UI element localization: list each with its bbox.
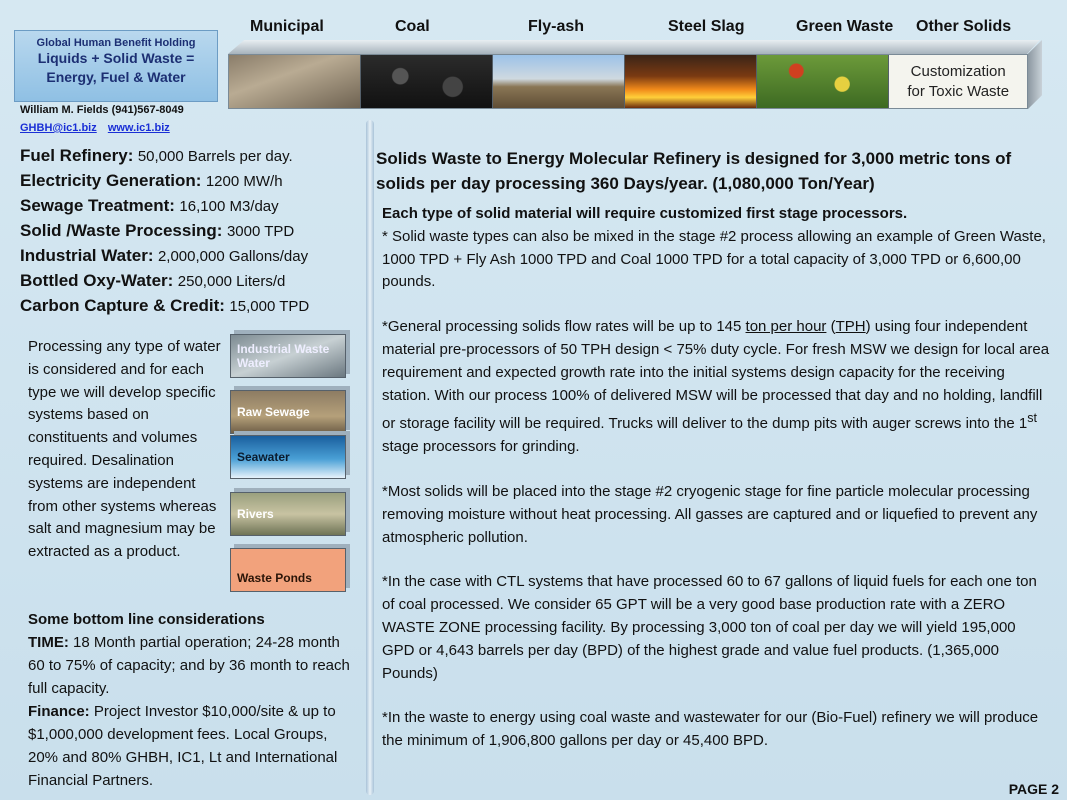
category-fly-ash: Fly-ash (528, 18, 585, 35)
website-link[interactable]: www.ic1.biz (107, 122, 170, 134)
paragraph-ctl: *In the case with CTL systems that have processed 60 to 67 gallons of liquid fuels for each one ton of coal processed. We consider 65 GPT will be a very good base production rate with a ZERO WASTE ZONE processing facility. By processing 3,000 ton of coal per day we will yield 195,000 GPD or 4,643 barrels per day (BPD) of the highest grade and value fuel products. (1,365,000 Pounds) (382, 573, 1037, 682)
stat-sewage: Sewage Treatment: 16,100 M3/day (20, 196, 279, 215)
category-other-solids: Other Solids (916, 18, 1012, 35)
category-coal: Coal (395, 18, 430, 35)
contact-links (20, 122, 178, 134)
green-waste-image (757, 55, 889, 108)
municipal-image (229, 55, 361, 108)
stat-solid-waste: Solid /Waste Processing: 3000 TPD (20, 221, 295, 240)
stat-electricity: Electricity Generation: 1200 MW/h (20, 171, 283, 190)
customization-line-2: for Toxic Waste (907, 82, 1010, 100)
waste-image-strip (228, 54, 1028, 109)
stat-industrial-water: Industrial Water: 2,000,000 Gallons/day (20, 246, 309, 265)
stat-fuel-refinery: Fuel Refinery: 50,000 Barrels per day. (20, 146, 293, 165)
category-steel-slag: Steel Slag (668, 18, 745, 35)
paragraph-cryogenic: *Most solids will be placed into the stage #2 cryogenic stage for fine particle molecular processing removing moisture without heat processing. All gasses are captured and or liquefied to prevent any atmospheric pollution. (382, 482, 1038, 546)
tagline-line-2: Energy, Fuel & Water (46, 69, 186, 85)
main-body (382, 203, 1052, 775)
stat-carbon-capture: Carbon Capture & Credit: 15,000 TPD (20, 296, 310, 315)
customization-panel (889, 55, 1027, 108)
company-name: Global Human Benefit Holding (36, 37, 196, 49)
capacity-stats (20, 146, 365, 321)
water-type-seawater: Seawater (230, 435, 346, 479)
stat-bottled-water: Bottled Oxy-Water: 250,000 Liters/d (20, 271, 286, 290)
coal-image (361, 55, 493, 108)
column-divider (366, 120, 374, 795)
page-number: PAGE 2 (1008, 781, 1059, 797)
bottom-line-section (28, 608, 358, 792)
water-type-industrial: Industrial Waste Water (230, 334, 346, 378)
time-consideration: TIME: 18 Month partial operation; 24-28 month 60 to 75% of capacity; and by 36 month to reach full capacity. (28, 634, 350, 697)
water-type-rivers: Rivers (230, 492, 346, 536)
paragraph-bio-fuel: *In the waste to energy using coal waste and wastewater for our (Bio-Fuel) refinery we will produce the minimum of 1,906,800 gallons per day or 45,400 BPD. (382, 709, 1039, 750)
email-link[interactable]: GHBH@ic1.biz (20, 122, 97, 134)
water-type-waste-ponds: Waste Ponds (230, 548, 346, 592)
tagline-line-1: Liquids + Solid Waste = (37, 50, 195, 66)
water-paragraph: Processing any type of water is considered and for each type we will develop specific systems based on constituents and volumes required. Desalination systems are independent from other systems whereas salt and magnesium may be extracted as a product. (28, 338, 221, 561)
fly-ash-image (493, 55, 625, 108)
bottom-line-title: Some bottom line considerations (28, 611, 265, 628)
main-title: Solids Waste to Energy Molecular Refinery is designed for 3,000 metric tons of solids per day processing 360 Days/year. (1,080,000 Ton/Year) (376, 149, 1012, 193)
contact-info: William M. Fields (941)567-8049 (20, 104, 184, 116)
finance-consideration: Finance: Project Investor $10,000/site & up to $1,000,000 development fees. Local Groups, 20% and 80% GHBH, IC1, Lt and International Financial Partners. (28, 703, 338, 789)
category-green-waste: Green Waste (796, 18, 894, 35)
category-municipal: Municipal (250, 18, 324, 35)
water-type-raw-sewage: Raw Sewage (230, 390, 346, 434)
steel-slag-image (625, 55, 757, 108)
customization-line-1: Customization (910, 62, 1006, 80)
image-strip-top-bevel (228, 40, 1040, 54)
paragraph-flow-rates: *General processing solids flow rates will be up to 145 ton per hour (TPH) using four independent material pre-processors of 50 TPH design < 75% duty cycle. For fresh MSW we design for local area requirement and expected growth rate into the initial systems design capacity for the receiving station. With our process 100% of delivered MSW will be processed that day and no holding, landfill or storage facility will be required. Trucks will deliver to the dump pits with auger screws into the 1st stage processors for grinding. (382, 318, 1050, 456)
paragraph-mixing: Each type of solid material will require customized first stage processors. * Solid waste types can also be mixed in the stage #2 process allowing an example of Green Waste, 1000 TPD + Fly Ash 1000 TPD and Coal 1000 TPD for a total capacity of 3,000 TPD or 6,600,00 pounds. (382, 205, 1046, 291)
company-logo-box (14, 30, 218, 102)
